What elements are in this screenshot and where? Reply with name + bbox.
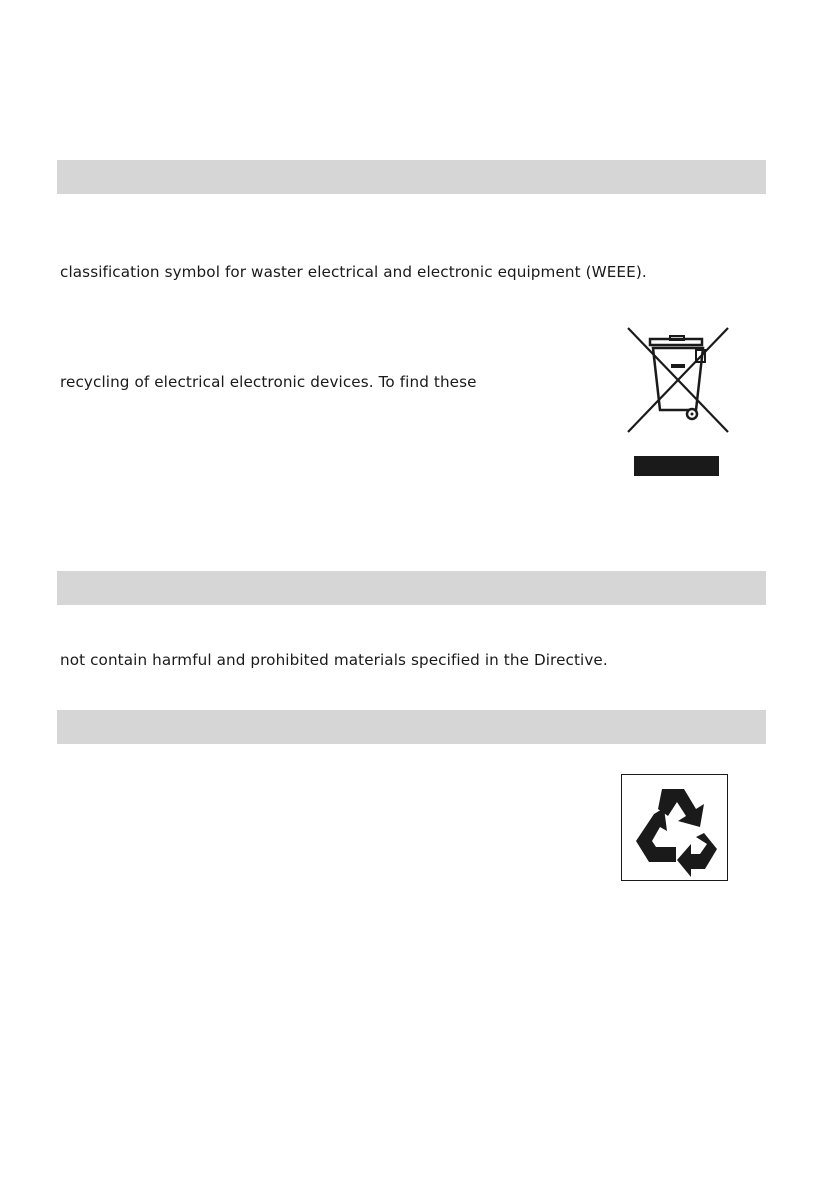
section-header-bar-1 (57, 160, 766, 194)
weee-classification-text: classification symbol for waster electrical and electronic equipment (WEEE). (60, 263, 647, 281)
recycle-icon (622, 775, 729, 882)
recycling-text: recycling of electrical electronic devices. To find these (60, 373, 477, 391)
rohs-directive-text: not contain harmful and prohibited materials specified in the Directive. (60, 651, 608, 669)
weee-crossed-bin-icon (624, 324, 732, 480)
section-header-bar-2 (57, 571, 766, 605)
section-header-bar-3 (57, 710, 766, 744)
recycle-symbol-frame (621, 774, 728, 881)
